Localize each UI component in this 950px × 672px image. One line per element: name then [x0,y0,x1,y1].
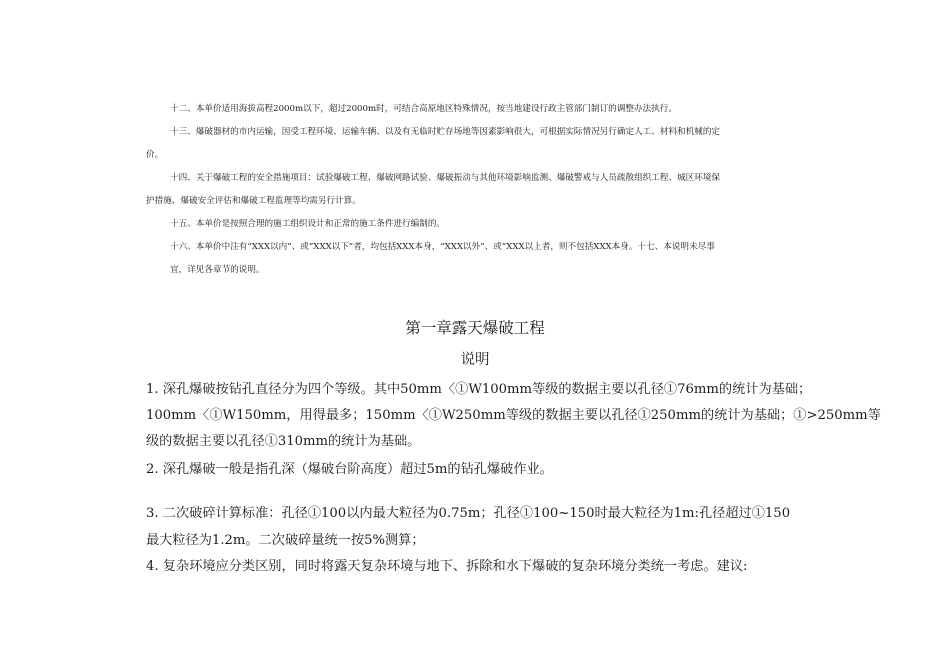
item-3-line-1: 3. 二次破碎计算标准：孔径①100以内最大粒径为0.75m；孔径①100~150时最大粒径为1m:孔径超过①150 [146,506,791,521]
item-4: 4. 复杂环境应分类区别，同时将露天复杂环境与地下、拆除和水下爆破的复杂环境分类统一考虑。建议: [146,559,748,574]
paragraph-14: 十四、关于爆破工程的安全措施项目：试验爆破工程、爆破网路试验、爆破振动与其他环境影响监测、爆破警戒与人员疏散组织工程、城区环境保 [170,173,721,183]
paragraph-13-cont: 价。 [146,150,164,160]
paragraph-16: 十六、本单价中注有“XXX以内”、或“XXX以下”者，均包括XXX本身，“XXX以外”、或“XXX以上者，则不包括XXX本身。十七、本说明未尽事 [170,242,715,252]
item-1-line-3: 级的数据主要以孔径①310mm的统计为基础。 [146,434,421,449]
item-1-line-2: 100mm〈①W150mm，用得最多；150mm〈①W250mm等级的数据主要以孔径①250mm的统计为基础；①>250mm等 [146,408,881,423]
paragraph-16-cont: 宜，详见各章节的说明。 [170,265,265,275]
paragraph-13: 十三、爆破器材的市内运输，因受工程环境、运输车辆、以及有无临时贮存场地等因素影响很大，可根据实际情况另行确定人工、材料和机械的定 [170,127,721,137]
item-2: 2. 深孔爆破一般是指孔深（爆破台阶高度）超过5m的钻孔爆破作业。 [146,462,553,477]
paragraph-12: 十二、本单价适用海拔高程2000m以下，超过2000m时，可结合高原地区特殊情况，按当地建设行政主管部门制订的调整办法执行。 [170,104,677,114]
chapter-title: 第一章露天爆破工程 [405,319,545,337]
item-1-line-1: 1. 深孔爆破按钻孔直径分为四个等级。其中50mm〈①W100mm等级的数据主要以孔径①76mm的统计为基础； [146,382,812,397]
paragraph-14-cont: 护措施、爆破安全评估和爆破工程监理等均需另行计算。 [146,196,361,206]
paragraph-15: 十五、本单价是按照合理的施工组织设计和正常的施工条件进行编制的。 [170,219,446,229]
section-title: 说明 [460,352,490,368]
item-3-line-2: 最大粒径为1.2m。二次破碎量统一按5%测算； [146,533,425,548]
